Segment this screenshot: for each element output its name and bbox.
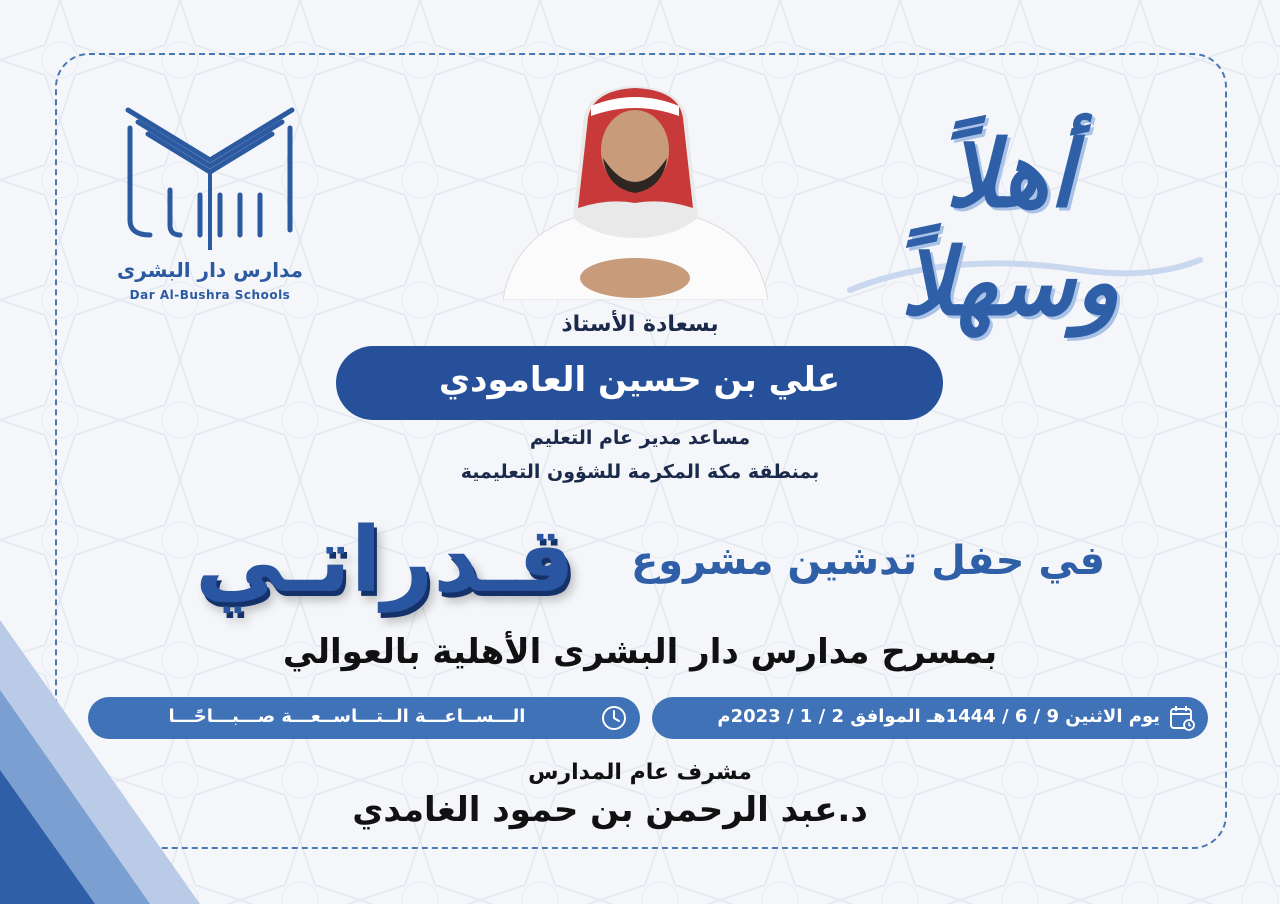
- guest-name: علي بن حسين العامودي: [438, 360, 841, 400]
- guest-role-line2: بمنطقة مكة المكرمة للشؤون التعليمية: [460, 461, 820, 483]
- supervisor-title: مشرف عام المدارس: [528, 760, 752, 785]
- date-text: يوم الاثنين 9 / 6 / 1444هـ الموافق 2 / 1 / 2023م: [717, 706, 1160, 727]
- time-pill: [88, 697, 640, 739]
- welcome-title: أهلاً وسهلاً: [900, 120, 1120, 336]
- calendar-icon: [1168, 704, 1196, 732]
- clock-icon: [600, 704, 628, 732]
- logo-arabic-text: مدارس دار البشرى: [116, 258, 304, 282]
- event-venue: بمسرح مدارس دار البشرى الأهلية بالعوالي: [282, 632, 998, 672]
- logo-english-text: Dar Al-Bushra Schools: [129, 288, 291, 302]
- time-text: الـــســاعـــة الــتـــاســعـــة صـــبـــاحًـــا: [168, 706, 526, 727]
- project-name: قـدراتـي: [195, 508, 575, 613]
- corner-decoration: [0, 600, 220, 904]
- supervisor-name: د.عبد الرحمن بن حمود الغامدي: [352, 790, 868, 830]
- guest-portrait: [503, 78, 768, 300]
- event-intro: في حفل تدشين مشروع: [630, 538, 1106, 584]
- date-pill: [652, 697, 1208, 739]
- guest-honorific: بسعادة الأستاذ: [561, 312, 719, 337]
- guest-role-line1: مساعد مدير عام التعليم: [529, 427, 751, 449]
